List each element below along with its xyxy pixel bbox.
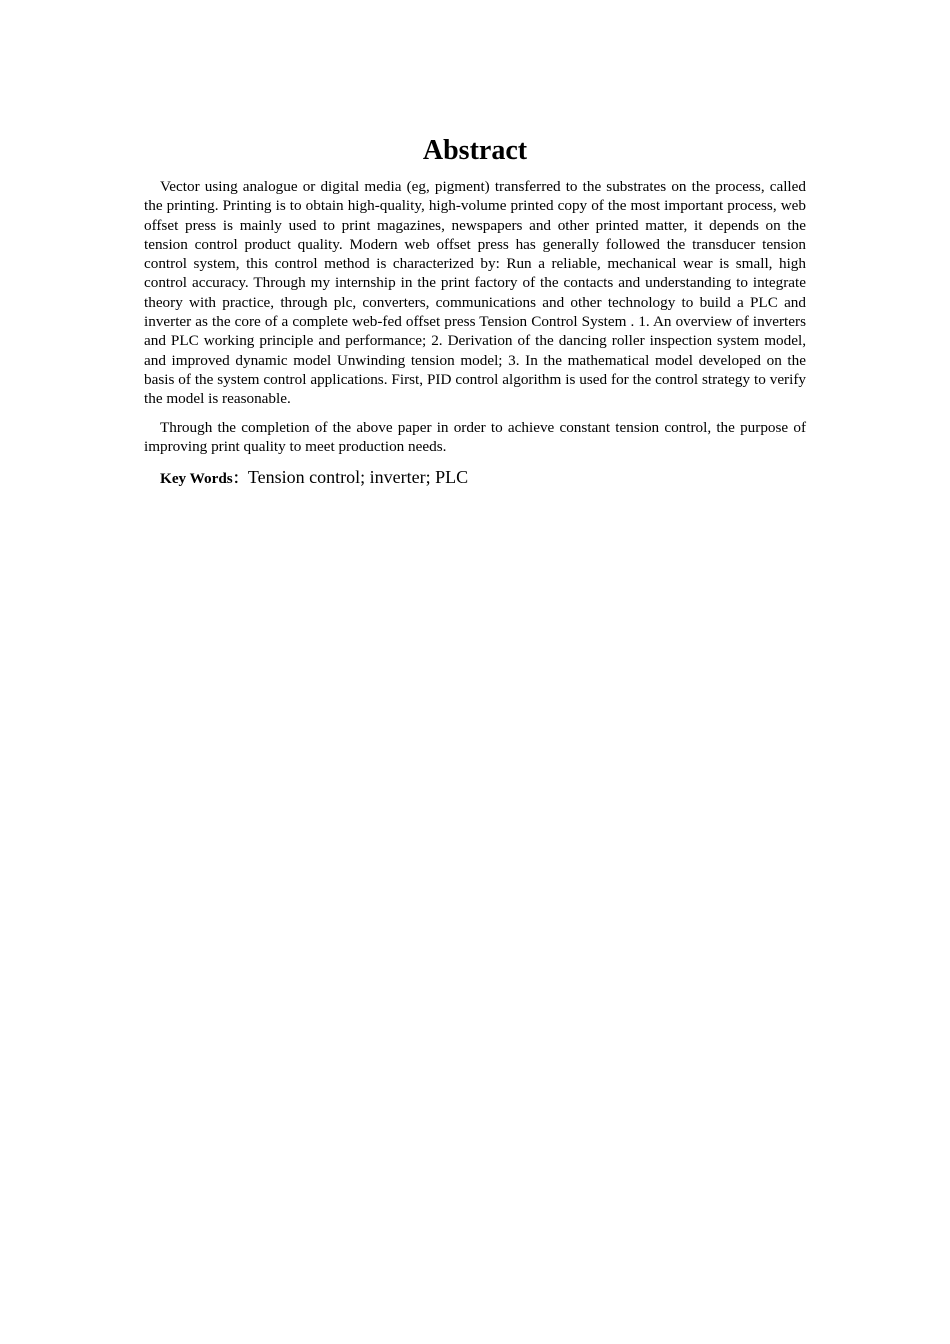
document-page bbox=[144, 134, 806, 491]
keywords-label: Key Words： bbox=[160, 470, 248, 488]
keywords-line bbox=[144, 465, 806, 491]
abstract-title: Abstract bbox=[422, 135, 528, 166]
abstract-paragraph-2: Through the completion of the above paper in order to achieve constant tension control, the purpose of improving print quality to meet production needs. bbox=[144, 418, 806, 455]
abstract-paragraph-1: Vector using analogue or digital media (eg, pigment) transferred to the substrates on the process, called the printing. Printing is to obtain high-quality, high-volume printed copy of the most important process, web offset press is mainly used to print magazines, newspapers and other printed matter, it depends on the tension control product quality. Modern web offset press has generally followed the transducer tension control system, this control method is characterized by: Run a reliable, mechanical wear is small, high control accuracy. Through my internship in the print factory of the contacts and understanding to integrate theory with practice, through plc, converters, communications and other technology to build a PLC and inverter as the core of a complete web-fed offset press Tension Control System . 1. An overview of inverters and PLC working principle and performance; 2. Derivation of the dancing roller inspection system model, and improved dynamic model Unwinding tension model; 3. In the mathematical model developed on the basis of the system control applications. First, PID control algorithm is used for the control strategy to verify the model is reasonable. bbox=[144, 178, 806, 408]
keywords-value: Tension control; inverter; PLC bbox=[247, 467, 469, 488]
